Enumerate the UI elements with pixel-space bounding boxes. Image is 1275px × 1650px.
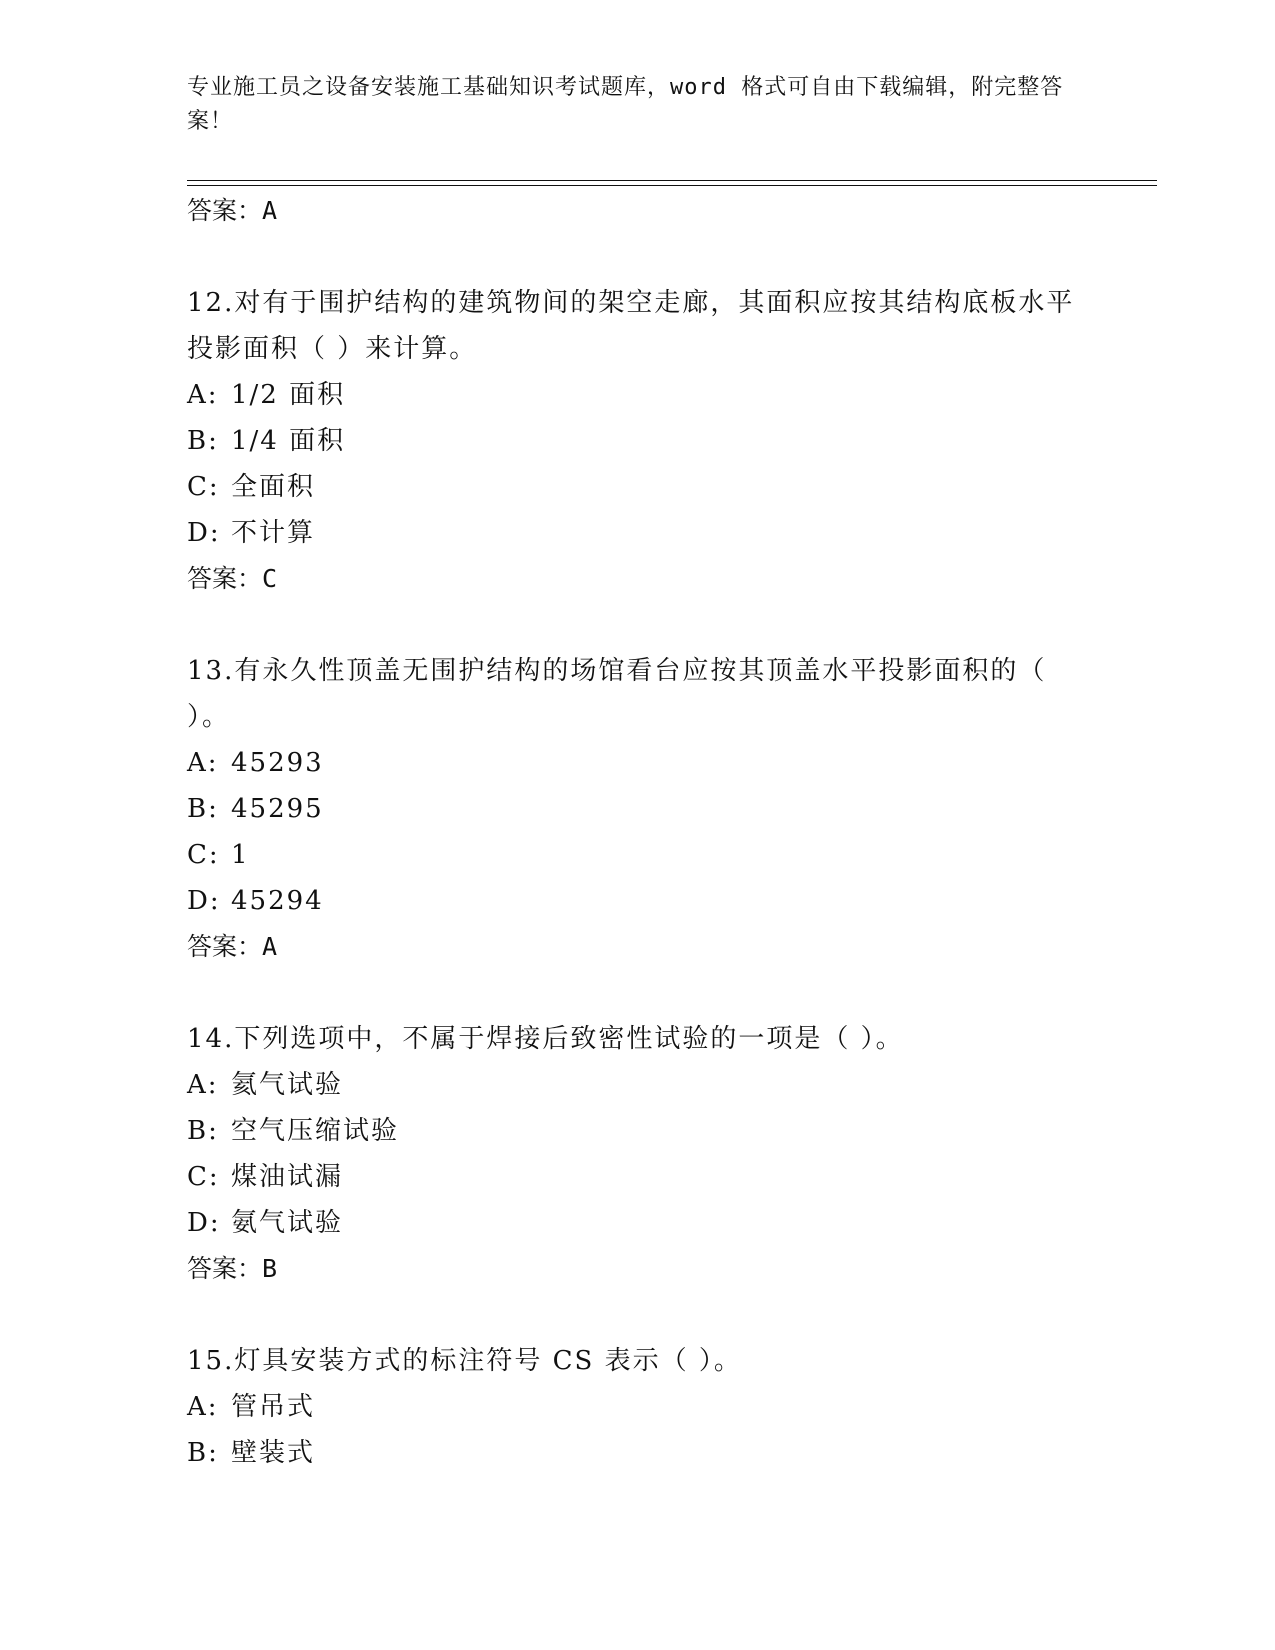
header-divider-bottom <box>187 185 1157 186</box>
question-text: 15.灯具安装方式的标注符号 CS 表示（ ）。 <box>187 1346 742 1376</box>
option-a <box>187 1062 1087 1108</box>
option-letter: D: <box>187 518 221 548</box>
option-letter: B: <box>187 1116 219 1146</box>
document-header: 专业施工员之设备安装施工基础知识考试题库，word 格式可自由下载编辑，附完整答案！ <box>187 75 1064 134</box>
option-text: 1 <box>231 840 250 870</box>
option-d <box>187 1200 1087 1246</box>
option-letter: B: <box>187 426 219 456</box>
option-letter: A: <box>187 748 219 778</box>
option-letter: A: <box>187 380 219 410</box>
option-text: 45294 <box>231 886 324 916</box>
option-letter: C: <box>187 840 220 870</box>
answer-line: 答案：A <box>187 196 278 225</box>
answer-line: 答案：C <box>187 564 278 593</box>
option-letter: D: <box>187 1208 221 1238</box>
option-letter: A: <box>187 1392 219 1422</box>
option-text: 45293 <box>231 748 324 778</box>
header-divider-top <box>187 180 1157 181</box>
question-block <box>187 648 1087 970</box>
option-a <box>187 1384 1087 1430</box>
option-a <box>187 372 1087 418</box>
option-text: 1/2 面积 <box>231 380 346 410</box>
option-letter: D: <box>187 886 221 916</box>
question-block <box>187 1338 1087 1476</box>
option-c <box>187 464 1087 510</box>
option-c <box>187 832 1087 878</box>
question-block <box>187 1016 1087 1292</box>
option-letter: B: <box>187 1438 219 1468</box>
question-list <box>187 188 1087 1476</box>
option-text: 壁装式 <box>231 1438 316 1468</box>
option-b <box>187 786 1087 832</box>
option-text: 不计算 <box>231 518 316 548</box>
option-text: 氨气试验 <box>231 1208 344 1238</box>
option-d <box>187 510 1087 556</box>
question-text: 14.下列选项中，不属于焊接后致密性试验的一项是（ ）。 <box>187 1024 904 1054</box>
option-text: 1/4 面积 <box>231 426 346 456</box>
option-b <box>187 418 1087 464</box>
option-letter: A: <box>187 1070 219 1100</box>
option-letter: C: <box>187 472 220 502</box>
option-text: 氦气试验 <box>231 1070 344 1100</box>
question-text: 13.有永久性顶盖无围护结构的场馆看台应按其顶盖水平投影面积的（ ）。 <box>187 656 1047 732</box>
option-d <box>187 878 1087 924</box>
answer-line: 答案：A <box>187 932 278 961</box>
question-block <box>187 280 1087 602</box>
question-text: 12.对有于围护结构的建筑物间的架空走廊，其面积应按其结构底板水平投影面积（ ）来计算。 <box>187 288 1075 364</box>
option-text: 空气压缩试验 <box>231 1116 400 1146</box>
option-letter: B: <box>187 794 219 824</box>
option-a <box>187 740 1087 786</box>
option-text: 全面积 <box>231 472 316 502</box>
option-text: 煤油试漏 <box>231 1162 344 1192</box>
option-c <box>187 1154 1087 1200</box>
option-text: 45295 <box>231 794 324 824</box>
option-b <box>187 1430 1087 1476</box>
option-letter: C: <box>187 1162 220 1192</box>
option-b <box>187 1108 1087 1154</box>
answer-line: 答案：B <box>187 1254 278 1283</box>
option-text: 管吊式 <box>231 1392 316 1422</box>
